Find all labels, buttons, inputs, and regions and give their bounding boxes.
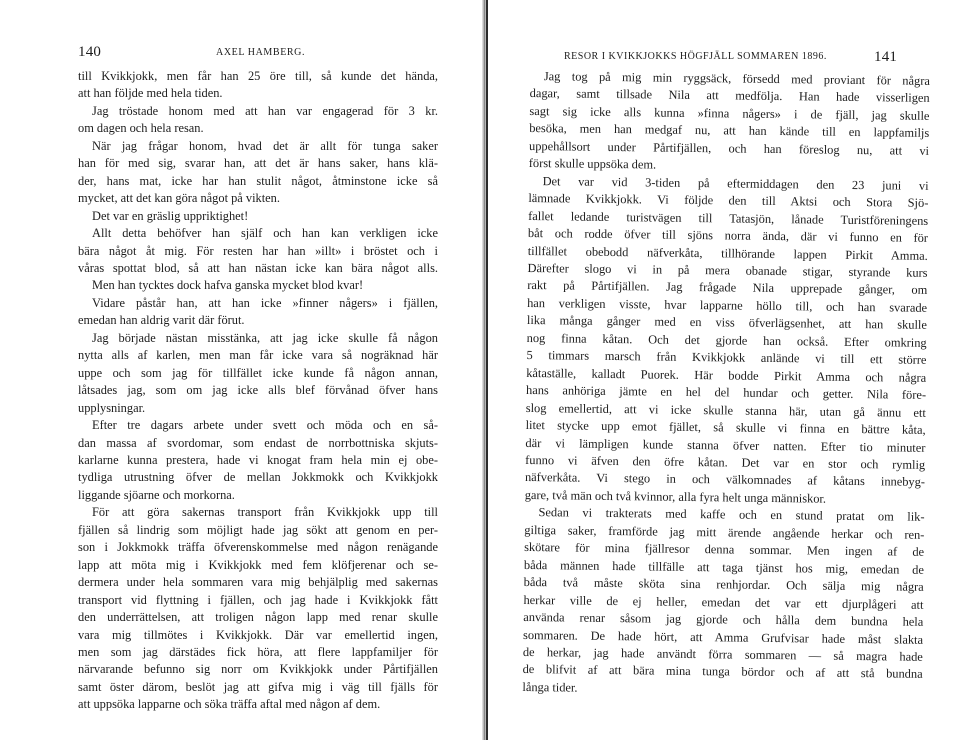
text-line: där vi lämpligen kunde stanna öfver natten. Efter tio minuter xyxy=(525,435,926,455)
left-page-text xyxy=(78,68,438,714)
text-line: lämnade Kvikkjokk. Vi följde den till Aktsi och Stora Sjö- xyxy=(528,191,929,211)
text-line: han verkligen visste, hvar lapparne höllo till, och han svarade xyxy=(527,295,928,315)
text-line: använda renar såsom jag gjorde och hålla dem bundna hela xyxy=(523,610,924,629)
text-line: Jag började nästan misstänka, att jag icke skulle få någon xyxy=(92,330,438,345)
text-line: Vidare påstår han, att han icke »finner någers» i fjällen, xyxy=(92,295,438,310)
text-line: till Kvikkjokk, men får han 25 öre till, så kunde det hända, xyxy=(78,69,438,83)
text-line: son i Jokkmokk träffa öfverenskommelse med någon renägande xyxy=(78,540,438,555)
text-line: båda männen hade tillfälle att taga tjänst hos mig, emedan de xyxy=(523,557,924,577)
text-line: dagar, samt tillsade Nila att medfölja. Han hade visserligen xyxy=(529,86,930,106)
text-line: närvarande befunno sig norr om Kvikkjokk under Pårtifjällen xyxy=(78,662,438,677)
text-line: kåtaställe, kalladt Puorek. Här bodde Pirkit Amma och några xyxy=(526,365,927,385)
left-running-head: AXEL HAMBERG. xyxy=(216,47,306,58)
text-line: gare, två män och två kvinnor, alla fyra helt unga människor. xyxy=(524,487,827,506)
text-line: hans anhöriga jämte en hel del hundar och getter. Nila före- xyxy=(525,383,927,403)
text-line: Jag tog på mig min ryggsäck, försedd med proviant för några xyxy=(543,69,930,88)
text-line: slog emellertid, att vi icke skulle stanna här, utan gå ännu ett xyxy=(525,400,926,420)
text-line: våras spottat blod, så att han nästan icke kan bära något alls. xyxy=(78,260,438,275)
text-line: nytta alls af karlen, men man får icke vara så nogräknad här xyxy=(78,348,438,363)
text-line: rakt på Pårtifjällen. Jag frågade Nila upprepade gånger, om xyxy=(527,278,928,298)
text-line: mycket, att det kan göra något på vikten. xyxy=(78,191,280,206)
text-line: fjällen så lindrig som möjligt hade jag sökt att genom en per- xyxy=(78,522,438,537)
text-line: men som jag därstädes fick höra, att flere lappfamiljer för xyxy=(78,644,438,659)
text-line: om dagen och hela resan. xyxy=(78,121,204,136)
text-line: 5 timmars marsch från Kvikkjokk anlände vi till ett större xyxy=(526,348,927,368)
text-line: lapp att möta mig i Kvikkjokk med fem klöfjerenar och se- xyxy=(78,557,438,572)
text-line: giltiga saker, framförde jag mitt ärende angående herkar och ren- xyxy=(524,522,925,542)
right-running-head: RESOR I KVIKKJOKKS HÖGFJÄLL SOMMAREN 1896. xyxy=(564,51,827,62)
text-line: först skulle uppsöka dem. xyxy=(528,156,657,172)
text-line: besöka, men han medgaf nu, att han kände till en lappfamiljs xyxy=(529,121,930,141)
text-line: lika många gånger med en viss öfverlägsenhet, att han skulle xyxy=(526,313,927,333)
text-line: Det var vid 3-tiden på eftermiddagen den 23 juni vi xyxy=(542,173,929,193)
text-line: samt öster därom, beslöt jag att gifva mig i väg till fjälls för xyxy=(78,679,438,694)
text-line: skötare för mina fjällresor denna sommar. Men ingen af de xyxy=(524,540,925,560)
text-line: Efter tre dagars arbete under svett och möda och en så- xyxy=(92,418,438,433)
text-line: långa tider. xyxy=(522,679,578,695)
text-line: de blifvit af att bära mina tunga bördor och af att stå bundna xyxy=(522,662,923,682)
right-page-text xyxy=(522,68,930,701)
text-line: För att göra sakernas transport från Kvikkjokk upp till xyxy=(92,505,438,520)
text-line: Allt detta behöfver han själf och han kan verkligen icke xyxy=(92,226,438,241)
text-line: uppe och som jag för tillfället icke kunde få någon annan, xyxy=(78,365,438,380)
text-line: litet stycke upp emot fjället, så skulle vi finna en bättre kåta, xyxy=(525,418,926,437)
text-line: Sedan vi trakterats med kaffe och en stund pratat om lik- xyxy=(538,505,925,525)
text-line: uppehållsort under Pårtifjällen, och han föreslog nu, att vi xyxy=(528,138,930,158)
text-line: Men han tycktes dock hafva ganska mycket blod kvar! xyxy=(92,278,364,293)
text-line: bära något åt mig. För resten har han »illt» i bröstet och i xyxy=(78,243,438,258)
right-page-number: 141 xyxy=(874,49,898,65)
text-line: han för med sig, svarar han, att det är hans saker, hans klä- xyxy=(78,156,438,171)
text-line: båda två måste sköta sina renhjordar. Och sälja mig några xyxy=(523,575,924,594)
text-line: Det var en gräslig uppriktighet! xyxy=(92,208,249,223)
right-page xyxy=(488,0,960,740)
text-line: herkar ville de ej heller, emedan det var ett djurplågeri att xyxy=(523,592,924,612)
text-line: att han följde med hela tiden. xyxy=(78,86,223,101)
left-page-number: 140 xyxy=(78,44,102,60)
text-line: emedan han aldrig varit där förut. xyxy=(78,313,245,328)
text-line: upplysningar. xyxy=(78,400,146,415)
text-line: sagt sig icke alls kunna »finna någers» i de fjäll, jag skulle xyxy=(529,103,930,123)
text-line: karlarne kunna prestera, hade vi knogat fram hela min ej obe- xyxy=(78,452,438,467)
text-line: transport vid flyttning i fjällen, och jag hade i Kvikkjokk fått xyxy=(78,592,438,607)
text-line: nog finna kåtan. Och det gjorde han också. Efter omkring xyxy=(526,330,927,350)
text-line: liggande sjöarne och morkorna. xyxy=(78,487,235,502)
text-line: Jag tröstade honom med att han var engagerad för 3 kr. xyxy=(92,103,438,118)
text-line: vara mig tillmötes i Kvikkjokk. Där var emellertid ingen, xyxy=(78,627,438,642)
text-line: dermera under hela sommaren vara mig behjälplig med sakernas xyxy=(78,575,438,590)
text-line: tydliga utrustning öfver de mellan Jokkmokk och Kvikkjokk xyxy=(78,470,438,485)
text-line: båt och rodde öfver till sjöns norra ända, där vi funno en för xyxy=(527,226,929,245)
text-line: funno vi äfven den öfre kåtan. Det var en stor och rymlig xyxy=(525,452,926,472)
text-line: dan massa af svordomar, som endast de norrbottniska skjuts- xyxy=(78,435,438,450)
text-line: tillfället obebodd näfverkåta, tillhörande lappen Pirkit Amma. xyxy=(527,243,928,263)
text-line: fallet ledande turistvägen till Tatasjön, lånade Turistföreningens xyxy=(528,208,929,228)
text-line: att uppsöka lapparne och söka träffa aftal med någon af dem. xyxy=(78,697,381,712)
text-line: den underrättelsen, att troligen någon lapp med renar skulle xyxy=(78,610,438,625)
text-line: der, hans mat, icke har han stulit något, åtminstone icke så xyxy=(78,173,438,188)
text-line: sommaren. De hade hört, att Amma Grufvisar hade måst slakta xyxy=(522,627,924,647)
text-line: låtsades jag, som om jag icke alls blef förvånad öfver hans xyxy=(78,383,438,398)
text-line: När jag frågar honom, hvad det är allt för tunga saker xyxy=(92,138,438,153)
text-line: Därefter slogo vi in på mera obanade stigar, styrande kurs xyxy=(527,260,928,280)
text-line: de herkar, jag hade användt förra sommaren — så magra hade xyxy=(522,644,923,664)
text-line: näfverkåta. Vi stego in och välkomnades af kåtans innebyg- xyxy=(524,470,926,490)
